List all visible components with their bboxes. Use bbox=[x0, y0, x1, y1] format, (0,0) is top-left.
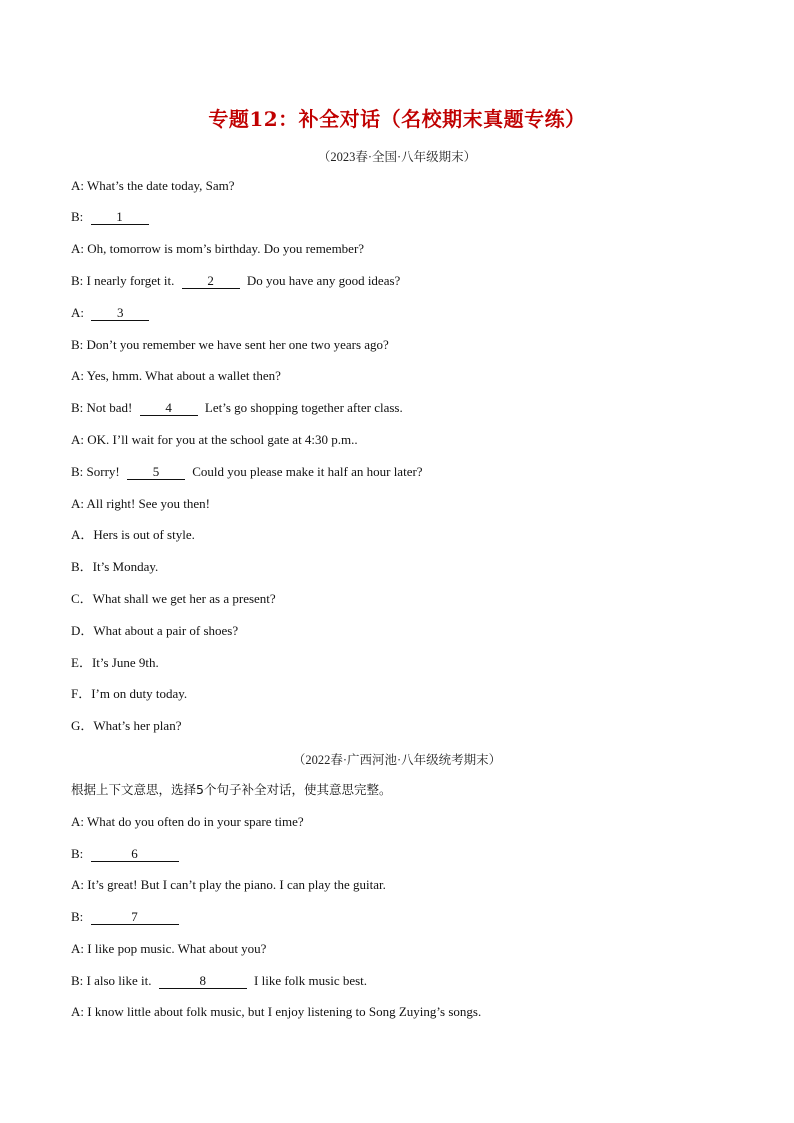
option-d: D．What about a pair of shoes? bbox=[71, 623, 239, 638]
dialogue-line: B: Don’t you remember we have sent her one two years ago? bbox=[71, 337, 389, 352]
section-2-source: （2022春·广西河池·八年级统考期末） bbox=[292, 753, 502, 767]
answer-blank-2[interactable]: 2 bbox=[182, 274, 240, 289]
dialogue-line: B: Not bad! 4 Let’s go shopping together after class. bbox=[71, 400, 403, 415]
section-1-source: （2023春·全国·八年级期末） bbox=[317, 150, 477, 164]
dialogue-line: B: I also like it. 8 I like folk music best. bbox=[71, 973, 368, 988]
dialogue-line: A: Yes, hmm. What about a wallet then? bbox=[71, 368, 281, 383]
dialogue-line: A: 3 bbox=[71, 305, 153, 321]
answer-blank-4[interactable]: 4 bbox=[140, 401, 198, 416]
answer-blank-7[interactable]: 7 bbox=[91, 910, 179, 925]
dialogue-line: B: Sorry! 5 Could you please make it half an hour later? bbox=[71, 464, 423, 479]
option-c: C．What shall we get her as a present? bbox=[71, 591, 276, 606]
answer-blank-5[interactable]: 5 bbox=[127, 465, 185, 480]
option-a: A．Hers is out of style. bbox=[71, 527, 195, 542]
section-2-instruction: 根据上下文意思，选择5个句子补全对话，使其意思完整。 bbox=[71, 782, 392, 797]
page-title: 专题12：补全对话（名校期末真题专练） bbox=[208, 107, 586, 131]
dialogue-line: A: OK. I’ll wait for you at the school gate at 4:30 p.m.. bbox=[71, 432, 358, 447]
dialogue-line: B: 1 bbox=[71, 209, 153, 225]
answer-blank-6[interactable]: 6 bbox=[91, 847, 179, 862]
dialogue-line: A: What’s the date today, Sam? bbox=[71, 178, 235, 193]
dialogue-line: B: I nearly forget it. 2 Do you have any good ideas? bbox=[71, 273, 401, 288]
dialogue-line: B: 7 bbox=[71, 909, 183, 925]
answer-blank-3[interactable]: 3 bbox=[91, 306, 149, 321]
option-e: E．It’s June 9th. bbox=[71, 655, 159, 670]
option-b: B．It’s Monday. bbox=[71, 559, 159, 574]
dialogue-line: A: I know little about folk music, but I enjoy listening to Song Zuying’s songs. bbox=[71, 1004, 482, 1019]
option-f: F．I’m on duty today. bbox=[71, 686, 188, 701]
dialogue-line: A: What do you often do in your spare time? bbox=[71, 814, 304, 829]
answer-blank-8[interactable]: 8 bbox=[159, 974, 247, 989]
dialogue-line: A: Oh, tomorrow is mom’s birthday. Do you remember? bbox=[71, 241, 365, 256]
answer-blank-1[interactable]: 1 bbox=[91, 210, 149, 225]
dialogue-line: A: It’s great! But I can’t play the piano. I can play the guitar. bbox=[71, 877, 386, 892]
option-g: G．What’s her plan? bbox=[71, 718, 182, 733]
dialogue-line: A: All right! See you then! bbox=[71, 496, 211, 511]
dialogue-line: A: I like pop music. What about you? bbox=[71, 941, 267, 956]
dialogue-line: B: 6 bbox=[71, 846, 183, 862]
